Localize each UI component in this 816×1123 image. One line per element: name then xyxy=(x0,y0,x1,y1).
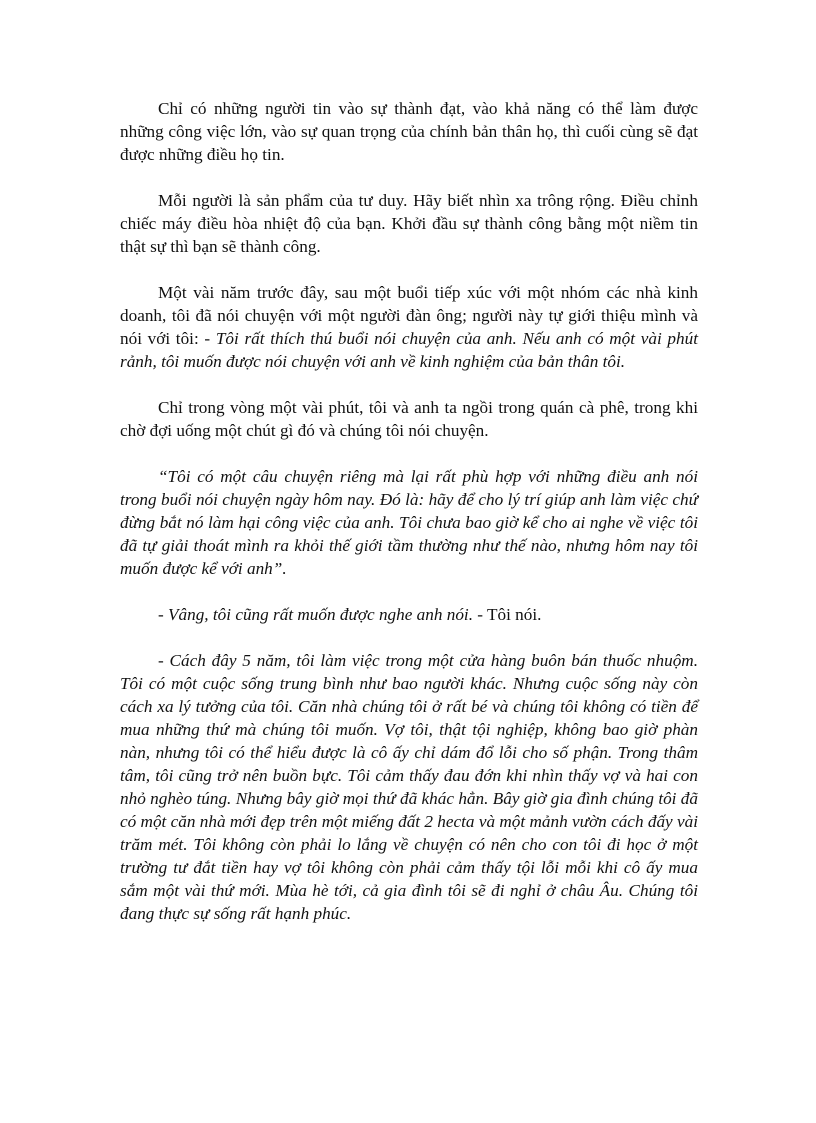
paragraph-1: Chỉ có những người tin vào sự thành đạt, vào khả năng có thể làm được những công việc lớn, vào sự quan trọng của chính bản thân họ, thì cuối cùng sẽ đạt được những điều họ tin. xyxy=(120,99,698,164)
document-page xyxy=(120,97,698,948)
paragraph-3 xyxy=(120,281,698,373)
paragraph-6 xyxy=(120,603,698,626)
paragraph-3-quote: Tôi rất thích thú buổi nói chuyện của anh. Nếu anh có một vài phút rảnh, tôi muốn được nói chuyện với anh về kinh nghiệm của bản thân tôi. xyxy=(120,329,698,371)
paragraph-6-text: - Tôi nói. xyxy=(473,605,542,624)
paragraph-7: - Cách đây 5 năm, tôi làm việc trong một cửa hàng buôn bán thuốc nhuộm. Tôi có một cuộc sống trung bình như bao người khác. Nhưng cuộc sống này còn cách xa lý tưởng của tôi. Căn nhà chúng tôi ở rất bé và chúng tôi không có tiền để mua những thứ mà chúng tôi muốn. Vợ tôi, thật tội nghiệp, không bao giờ phàn nàn, nhưng tôi có thể hiểu được là cô ấy chỉ dám đổ lỗi cho số phận. Trong thâm tâm, tôi cũng trở nên buồn bực. Tôi cảm thấy đau đớn khi nhìn thấy vợ và hai con nhỏ nghèo túng. Nhưng bây giờ mọi thứ đã khác hẳn. Bây giờ gia đình chúng tôi đã có một căn nhà mới đẹp trên một miếng đất 2 hecta và một mảnh vườn cách đấy vài trăm mét. Tôi không còn phải lo lắng về chuyện có nên cho con tôi đi học ở một trường tư đắt tiền hay vợ tôi không còn phải cảm thấy tội lỗi mỗi khi cô ấy mua sắm một vài thứ mới. Mùa hè tới, cả gia đình tôi sẽ đi nghỉ ở châu Âu. Chúng tôi đang thực sự sống rất hạnh phúc. xyxy=(120,651,698,923)
paragraph-6-quote: - Vâng, tôi cũng rất muốn được nghe anh nói. xyxy=(158,605,473,624)
paragraph-5: “Tôi có một câu chuyện riêng mà lại rất phù hợp với những điều anh nói trong buổi nói chuyện ngày hôm nay. Đó là: hãy để cho lý trí giúp anh làm việc chứ đừng bắt nó làm hại công việc của anh. Tôi chưa bao giờ kể cho ai nghe về việc tôi đã tự giải thoát mình ra khỏi thế giới tầm thường như thế nào, nhưng hôm nay tôi muốn được kể với anh”. xyxy=(120,467,698,578)
paragraph-3-text: Một vài năm trước đây, sau một buổi tiếp xúc với một nhóm các nhà kinh doanh, tôi đã nói chuyện với một người đàn ông; người này tự giới thiệu mình và nói với tôi: - xyxy=(120,283,698,348)
paragraph-2: Mỗi người là sản phẩm của tư duy. Hãy biết nhìn xa trông rộng. Điều chỉnh chiếc máy điều hòa nhiệt độ của bạn. Khởi đầu sự thành công bằng một niềm tin thật sự thì bạn sẽ thành công. xyxy=(120,191,698,256)
paragraph-4: Chỉ trong vòng một vài phút, tôi và anh ta ngồi trong quán cà phê, trong khi chờ đợi uống một chút gì đó và chúng tôi nói chuyện. xyxy=(120,398,698,440)
